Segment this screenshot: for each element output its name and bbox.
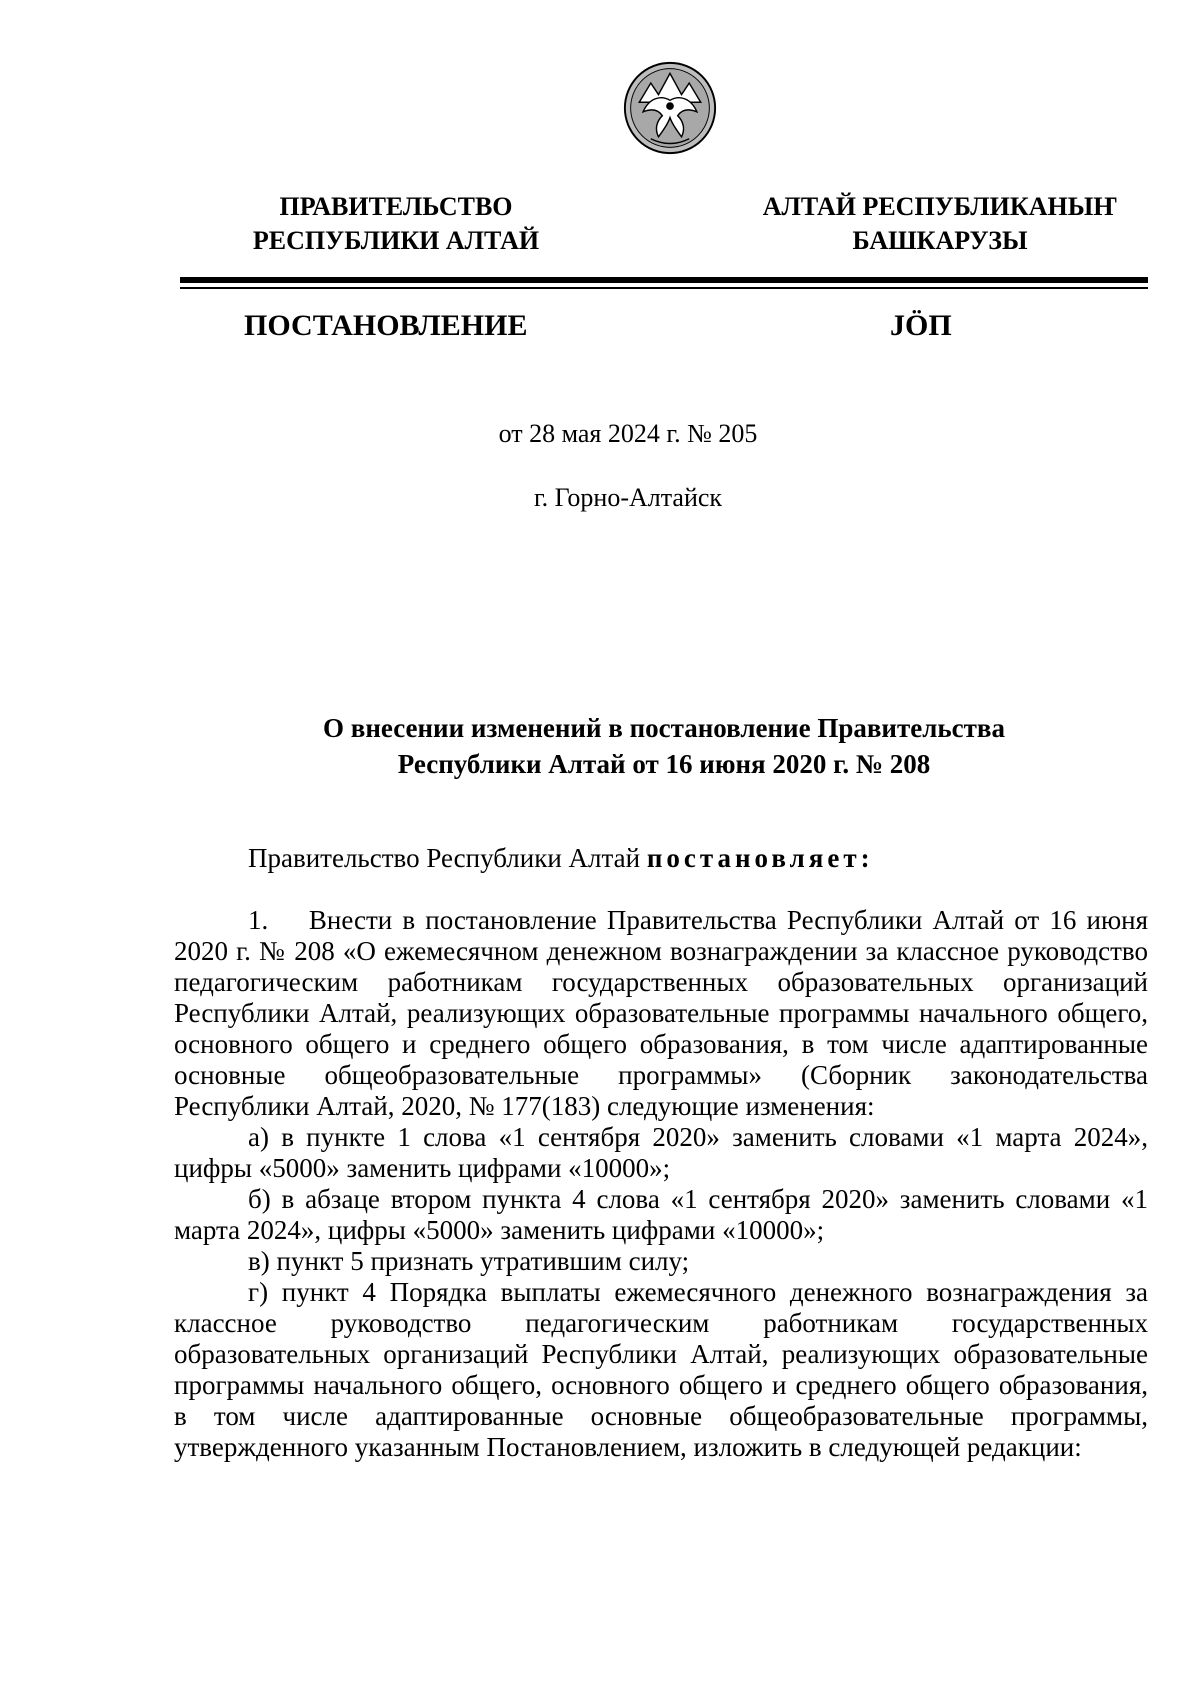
paragraph-g: г) пункт 4 Порядка выплаты ежемесячного денежного вознаграждения за классное руководство педагогическим работникам государственных образовательных организаций Республики Алтай, реализующих образовательные программы начального общего, основного общего и среднего общего образования, в том числе адаптированные основные общеобразовательные программы, утвержденного указанным Постановлением, изложить в следующей редакции:: [174, 1277, 1148, 1462]
org-name-russian-line1: ПРАВИТЕЛЬСТВО: [279, 192, 513, 221]
paragraph-v: в) пункт 5 признать утратившим силу;: [248, 1246, 690, 1276]
org-name-altai-line1: АЛТАЙ РЕСПУБЛИКАНЫҤ: [762, 192, 1118, 221]
coat-of-arms-emblem: [622, 60, 718, 156]
paragraph-1: 1. Внести в постановление Правительства Республики Алтай от 16 июня 2020 г. № 208 «О ежемесячном денежном вознаграждении за классное руководство педагогическим работникам государственных образовательных организаций Республики Алтай, реализующих образовательные программы начального общего, основного общего и среднего общего образования, в том числе адаптированные основные общеобразовательные программы» (Сборник законодательства Республики Алтай, 2020, № 177(183) следующие изменения:: [174, 905, 1148, 1121]
resolution-intro-text: Правительство Республики Алтай: [248, 843, 647, 873]
document-date-number: от 28 мая 2024 г. № 205: [498, 419, 758, 448]
paragraph-b: б) в абзаце втором пункта 4 слова «1 сентября 2020» заменить словами «1 марта 2024», цифры «5000» заменить цифрами «10000»;: [174, 1184, 1148, 1245]
document-type-russian: ПОСТАНОВЛЕНИЕ: [244, 309, 528, 342]
resolution-intro-emphasis: постановляет:: [646, 843, 874, 873]
document-city: г. Горно-Алтайск: [533, 483, 723, 512]
header-divider-thin: [180, 287, 1148, 289]
org-name-russian-line2: РЕСПУБЛИКИ АЛТАЙ: [252, 226, 540, 255]
document-body: [174, 905, 1148, 1463]
resolution-intro: [248, 841, 874, 875]
paragraph-a: а) в пункте 1 слова «1 сентября 2020» заменить словами «1 марта 2024», цифры «5000» заменить цифрами «10000»;: [174, 1122, 1148, 1183]
org-name-altai-line2: БАШКАРУЗЫ: [852, 226, 1028, 255]
org-name-russian: [236, 190, 556, 258]
org-name-altai: [730, 190, 1150, 258]
header-divider-thick: [180, 277, 1148, 283]
document-title: [180, 710, 1148, 782]
document-title-line1: О внесении изменений в постановление Правительства: [323, 713, 1005, 743]
document-title-line2: Республики Алтай от 16 июня 2020 г. № 208: [397, 749, 931, 779]
document-type-altai: JÖП: [890, 309, 952, 342]
